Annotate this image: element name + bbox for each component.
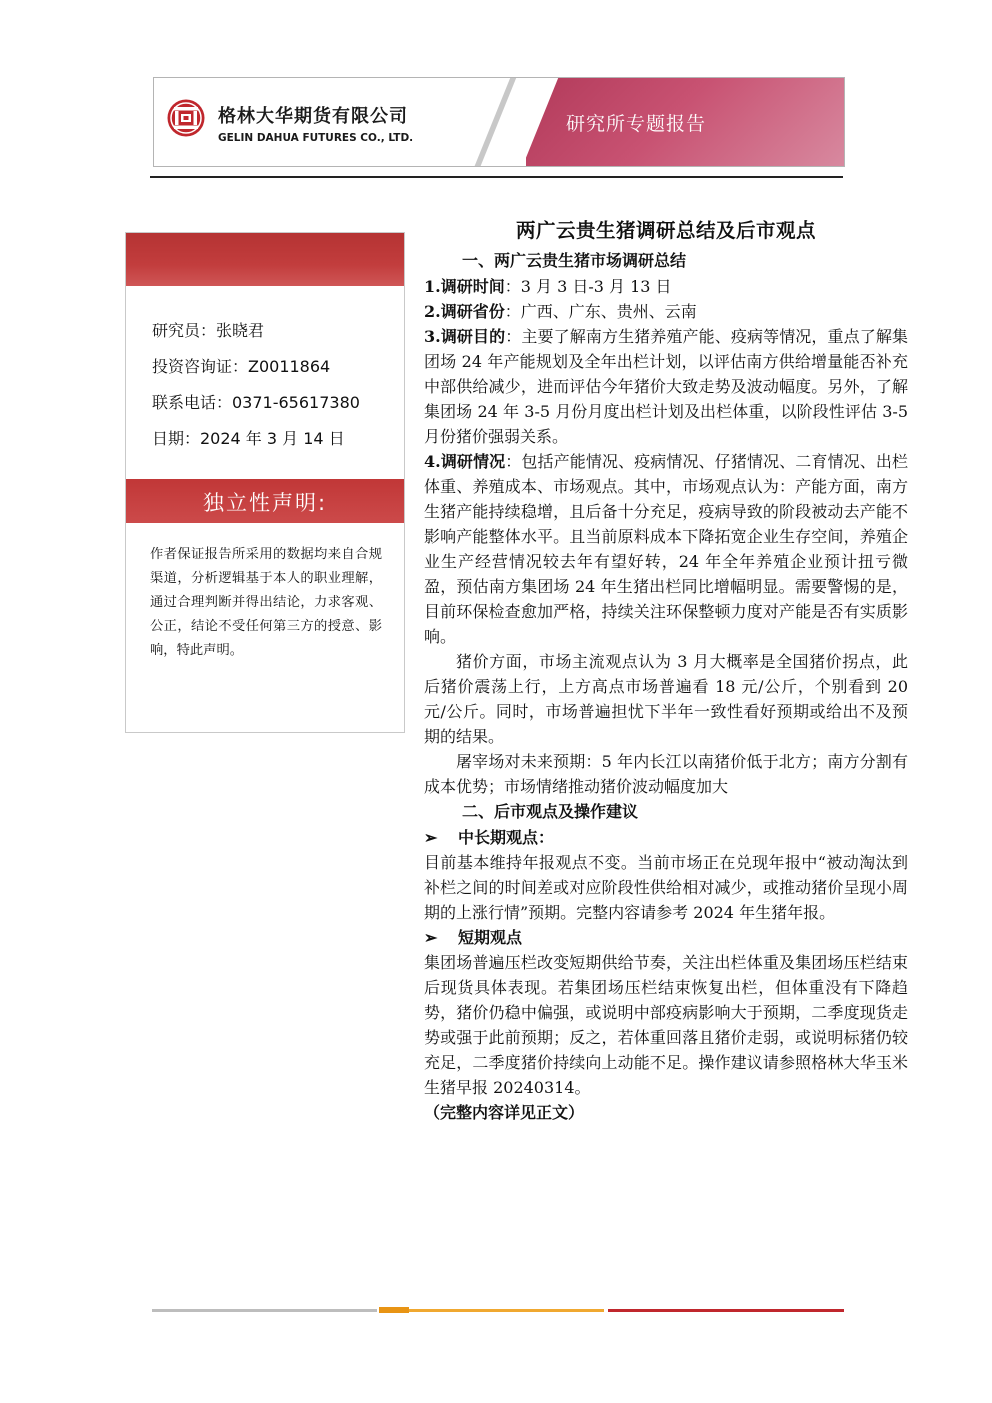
report-type-label: 研究所专题报告 (566, 113, 707, 135)
footer-bar-orange (379, 1309, 604, 1312)
item-text: ：3 月 3 日-3 月 13 日 (504, 277, 672, 296)
report-body (424, 214, 908, 1125)
item-label: 4.调研情况 (424, 452, 506, 471)
item-label: 3.调研目的 (424, 327, 506, 346)
arrow-bullet-icon: ➢ (424, 828, 438, 847)
bullet-label: 中长期观点： (458, 828, 555, 847)
company-name-cn: 格林大华期货有限公司 (218, 106, 408, 127)
disclaimer-text: 作者保证报告所采用的数据均来自合规渠道，分析逻辑基于本人的职业理解，通过合理判断并得出结论，力求客观、公正，结论不受任何第三方的授意、影响，特此声明。 (150, 547, 382, 658)
closing-note: （完整内容详见正文） (424, 1103, 585, 1122)
short-term-heading (424, 925, 908, 950)
section-heading: 一、两广云贵生猪市场调研总结 (462, 251, 687, 270)
report-date: 日期：2024 年 3 月 14 日 (152, 429, 345, 448)
analyst-phone: 联系电话：0371-65617380 (152, 393, 360, 412)
report-header (153, 77, 845, 167)
footer-rule (152, 1307, 844, 1313)
footer-bar-red (608, 1309, 844, 1312)
long-term-heading (424, 825, 908, 850)
company-name-en: GELIN DAHUA FUTURES CO., LTD. (218, 132, 414, 144)
slaughter-view-paragraph: 屠宰场对未来预期：5 年内长江以南猪价低于北方；南方分割有成本优势；市场情绪推动猪价波动幅度加大 (424, 752, 908, 796)
analyst-license: 投资咨询证：Z0011864 (152, 357, 331, 376)
header-rule (150, 176, 843, 178)
item-label: 1.调研时间 (424, 277, 505, 296)
section-heading: 二、后市观点及操作建议 (462, 802, 639, 821)
item-text: ：广西、广东、贵州、云南 (504, 302, 697, 321)
short-term-paragraph: 集团场普遍压栏改变短期供给节奏，关注出栏体重及集团场压栏结束后现货具体表现。若集团场压栏结束恢复出栏，但体重没有下降趋势，猪价仍稳中偏强，或说明中部疫病影响大于预期，二季度现货走势或强于此前预期；反之，若体重回落且猪价走弱，或说明标猪仍较充足，二季度猪价持续向上动能不足。操作建议请参照格林大华玉米生猪早报 20240314。 (424, 953, 908, 1097)
item-text: ：主要了解南方生猪养殖产能、疫病等情况，重点了解集团场 24 年产能规划及全年出栏计划，以评估南方供给增量能否补充中部供给减少，进而评估今年猪价大致走势及波动幅度。另外，了解集团场 24 年 3-5 月份月度出栏计划及出栏体重，以阶段性评估 3-5 月份猪价强弱关系。 (424, 327, 908, 446)
item-text: ：包括产能情况、疫病情况、仔猪情况、二育情况、出栏体重、养殖成本、市场观点。其中，市场观点认为：产能方面，南方生猪产能持续稳增，且后备十分充足，疫病导致的阶段被动去产能不影响产能整体水平。且当前原料成本下降拓宽企业生存空间，养殖企业生产经营情况较去年有望好转，24 年全年养殖企业预计扭亏微盈，预估南方集团场 24 年生猪出栏同比增幅明显。需要警惕的是，目前环保检查愈加严格，持续关注环保整顿力度对产能是否有实质影响。 (424, 452, 908, 646)
sidebar-top-band (126, 233, 404, 286)
analyst-name: 研究员：张晓君 (152, 321, 265, 340)
bullet-label: 短期观点 (458, 928, 523, 947)
survey-findings (424, 449, 908, 649)
long-term-paragraph: 目前基本维持年报观点不变。当前市场正在兑现年报中“被动淘汰到补栏之间的时间差或对应阶段性供给相对减少，或推动猪价呈现小周期的上涨行情”预期。完整内容请参考 2024 年生猪年报。 (424, 853, 908, 922)
analyst-info (152, 318, 360, 462)
footer-bar-gray (152, 1309, 377, 1312)
page-title: 两广云贵生猪调研总结及后市观点 (515, 219, 816, 242)
item-label: 2.调研省份 (424, 302, 505, 321)
footer-bar-accent (379, 1307, 409, 1313)
disclaimer-title: 独立性声明: (202, 491, 328, 515)
company-logo-icon (166, 98, 206, 138)
price-view-paragraph: 猪价方面，市场主流观点认为 3 月大概率是全国猪价拐点，此后猪价震荡上行，上方高点市场普遍看 18 元/公斤，个别看到 20 元/公斤。同时，市场普遍担忧下半年一致性看好预期或给出不及预期的结果。 (424, 652, 908, 746)
survey-time (424, 274, 908, 299)
survey-provinces (424, 299, 908, 324)
arrow-bullet-icon: ➢ (424, 928, 438, 947)
disclaimer-header (126, 479, 404, 523)
analyst-sidebar (125, 232, 405, 733)
survey-purpose (424, 324, 908, 449)
